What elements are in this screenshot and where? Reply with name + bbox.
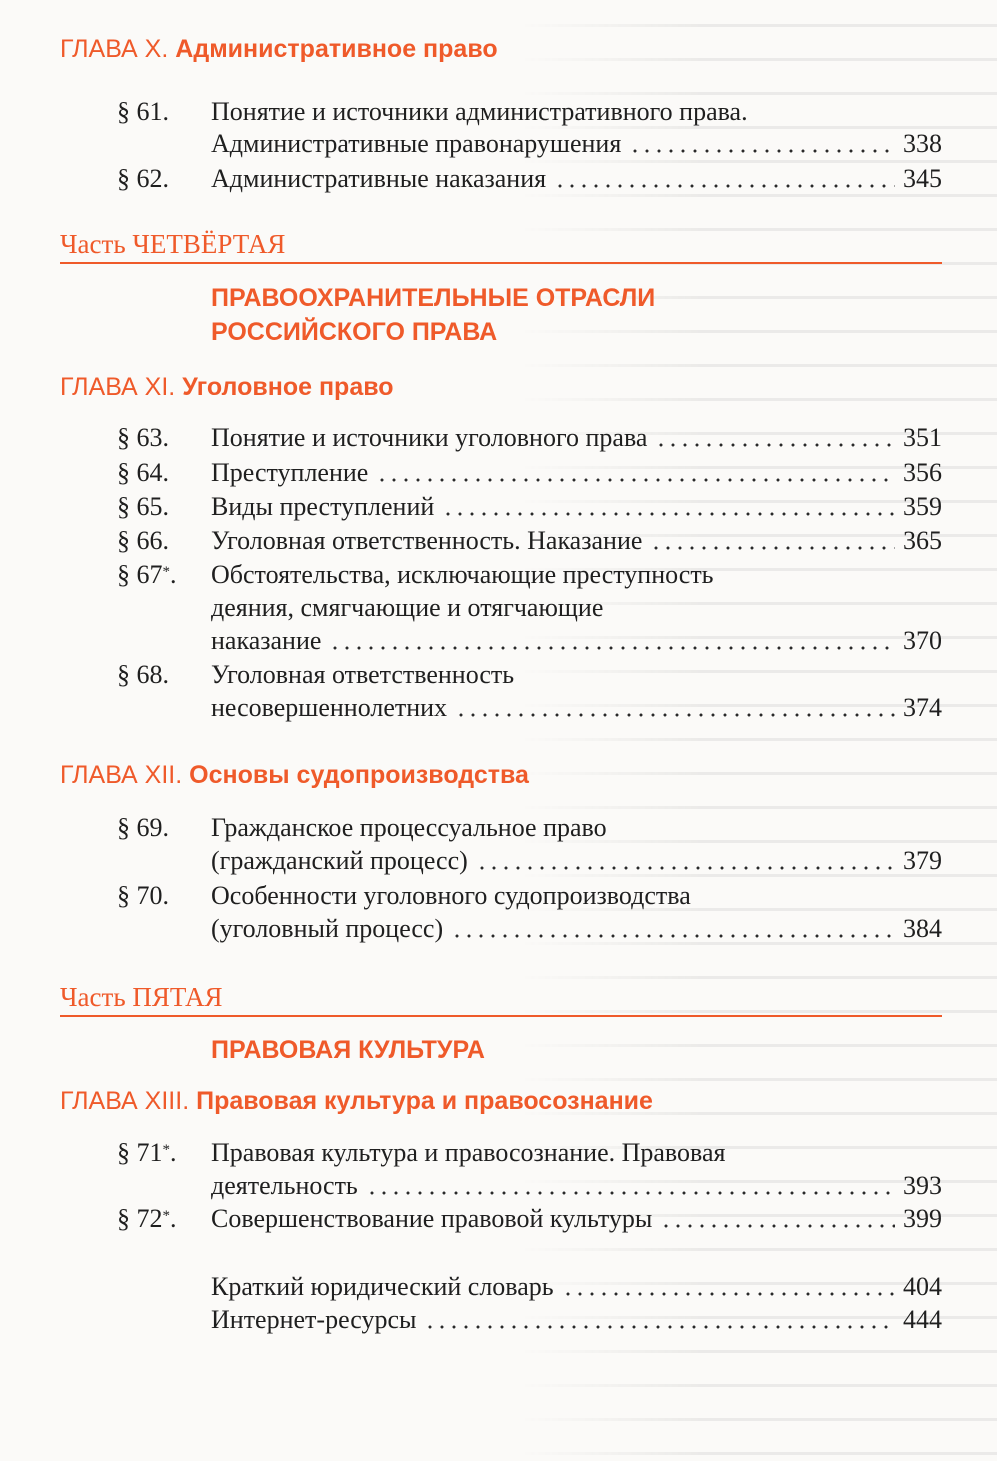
leader-dots: [451, 913, 895, 945]
toc-entry-64-line: [211, 457, 942, 489]
leader-dots: [366, 1170, 895, 1202]
toc-entry-70-line1: [211, 880, 942, 912]
chapter-11-heading: [60, 372, 394, 402]
toc-entry-67-line1: [211, 559, 942, 591]
toc-entry-66-page: 365: [903, 526, 942, 555]
toc-entry-dictionary-page: 404: [903, 1272, 942, 1301]
chapter-11-title: Уголовное право: [182, 373, 394, 401]
toc-entry-71-num: § 71: [117, 1138, 163, 1167]
toc-entry-66-number: § 66.: [117, 526, 169, 555]
toc-entry-62-text: Административные наказания: [211, 164, 547, 193]
toc-entry-63-line: [211, 422, 942, 454]
part-4-heading-line2: РОССИЙСКОГО ПРАВА: [211, 318, 498, 346]
toc-entry-67-number: [117, 559, 177, 591]
toc-entry-72-page: 399: [903, 1204, 942, 1233]
leader-dots: [329, 625, 895, 657]
toc-entry-68-text1: Уголовная ответственность: [211, 660, 515, 689]
toc-entry-72-dot: .: [170, 1204, 177, 1233]
part-5-title: Часть ПЯТАЯ: [60, 982, 223, 1012]
toc-entry-70-text1: Особенности уголовного судопроизводства: [211, 881, 691, 910]
toc-entry-62-line: [211, 163, 942, 195]
toc-entry-68-text2: несовершеннолетних: [211, 693, 448, 722]
toc-entry-72-line: [211, 1203, 942, 1235]
toc-entry-69-text1: Гражданское процессуальное право: [211, 813, 607, 842]
toc-entry-61-line1: [211, 96, 942, 128]
toc-entry-dictionary-text: Краткий юридический словарь: [211, 1272, 554, 1301]
toc-entry-61-page: 338: [903, 129, 942, 158]
toc-entry-68-number: § 68.: [117, 660, 169, 689]
toc-entry-64-number: § 64.: [117, 458, 169, 487]
toc-entry-64-page: 356: [903, 458, 942, 487]
toc-entry-61-number: § 61.: [117, 97, 169, 126]
toc-entry-69-line2: [211, 845, 942, 877]
toc-entry-71-number: [117, 1137, 177, 1169]
toc-entry-68-line1: [211, 659, 942, 691]
toc-entry-65-line: [211, 491, 942, 523]
asterisk-mark: *: [162, 564, 170, 580]
toc-entry-71-line2: [211, 1170, 942, 1202]
leader-dots: [376, 457, 895, 489]
part-5-heading: ПРАВОВАЯ КУЛЬТУРА: [211, 1036, 485, 1064]
toc-entry-70-text2: (уголовный процесс): [211, 914, 444, 943]
toc-entry-internet-line: [211, 1304, 942, 1336]
toc-entry-70-line2: [211, 913, 942, 945]
leader-dots: [424, 1304, 895, 1336]
toc-entry-67-num: § 67: [117, 560, 163, 589]
toc-entry-71-line1: [211, 1137, 942, 1169]
toc-entry-72-num: § 72: [117, 1204, 163, 1233]
leader-dots: [655, 422, 895, 454]
part-4-title: Часть ЧЕТВЁРТАЯ: [60, 229, 286, 259]
toc-entry-71-dot: .: [170, 1138, 177, 1167]
toc-entry-72-number: [117, 1203, 177, 1235]
part-4-rule: [60, 262, 942, 264]
toc-entry-68-page: 374: [903, 693, 942, 722]
leader-dots: [455, 692, 895, 724]
chapter-12-label: ГЛАВА XII.: [60, 761, 183, 789]
toc-entry-64-text: Преступление: [211, 458, 369, 487]
toc-entry-71-page: 393: [903, 1171, 942, 1200]
toc-entry-63-page: 351: [903, 423, 942, 452]
toc-entry-61-text1: Понятие и источники административного права.: [211, 97, 748, 126]
leader-dots: [442, 491, 895, 523]
chapter-13-heading: [60, 1086, 653, 1116]
toc-entry-71-text2: деятельность: [211, 1171, 358, 1200]
toc-entry-66-text: Уголовная ответственность. Наказание: [211, 526, 643, 555]
leader-dots: [650, 525, 895, 557]
toc-entry-69-page: 379: [903, 846, 942, 875]
toc-entry-67-text3: наказание: [211, 626, 322, 655]
chapter-12-title: Основы судопроизводства: [189, 761, 529, 789]
part-4-heading-line1: ПРАВООХРАНИТЕЛЬНЫЕ ОТРАСЛИ: [211, 284, 656, 312]
toc-entry-67-dot: .: [170, 560, 177, 589]
toc-entry-67-line3: [211, 625, 942, 657]
toc-entry-65-number: § 65.: [117, 492, 169, 521]
toc-entry-internet-page: 444: [903, 1305, 942, 1334]
chapter-12-heading: [60, 760, 529, 790]
toc-entry-65-page: 359: [903, 492, 942, 521]
leader-dots: [554, 163, 895, 195]
toc-entry-69-number: § 69.: [117, 813, 169, 842]
toc-entry-65-text: Виды преступлений: [211, 492, 435, 521]
toc-entry-internet-text: Интернет-ресурсы: [211, 1305, 417, 1334]
toc-entry-67-text1: Обстоятельства, исключающие преступность: [211, 560, 714, 589]
toc-entry-72-text: Совершенствование правовой культуры: [211, 1204, 653, 1233]
asterisk-mark: *: [162, 1208, 170, 1224]
toc-entry-70-number: § 70.: [117, 881, 169, 910]
chapter-10-title: Административное право: [175, 35, 498, 63]
toc-entry-66-line: [211, 525, 942, 557]
leader-dots: [476, 845, 895, 877]
toc-entry-dictionary-line: [211, 1271, 942, 1303]
chapter-10-heading: [60, 34, 498, 64]
toc-entry-61-line2: [211, 128, 942, 160]
toc-entry-61-text2: Административные правонарушения: [211, 129, 622, 158]
leader-dots: [629, 128, 895, 160]
chapter-13-label: ГЛАВА XIII.: [60, 1087, 190, 1115]
toc-entry-67-line2: [211, 592, 942, 624]
toc-entry-63-text: Понятие и источники уголовного права: [211, 423, 648, 452]
part-5-rule: [60, 1015, 942, 1017]
toc-entry-63-number: § 63.: [117, 423, 169, 452]
toc-entry-69-text2: (гражданский процесс): [211, 846, 468, 875]
toc-entry-69-line1: [211, 812, 942, 844]
leader-dots: [660, 1203, 895, 1235]
asterisk-mark: *: [162, 1142, 170, 1158]
toc-entry-62-number: § 62.: [117, 164, 169, 193]
toc-entry-71-text1: Правовая культура и правосознание. Правовая: [211, 1138, 726, 1167]
toc-entry-67-page: 370: [903, 626, 942, 655]
toc-entry-67-text2: деяния, смягчающие и отягчающие: [211, 593, 604, 622]
toc-entry-62-page: 345: [903, 164, 942, 193]
chapter-13-title: Правовая культура и правосознание: [196, 1087, 653, 1115]
chapter-11-label: ГЛАВА XI.: [60, 373, 176, 401]
chapter-10-label: ГЛАВА X.: [60, 35, 169, 63]
toc-entry-68-line2: [211, 692, 942, 724]
leader-dots: [562, 1271, 895, 1303]
toc-entry-70-page: 384: [903, 914, 942, 943]
